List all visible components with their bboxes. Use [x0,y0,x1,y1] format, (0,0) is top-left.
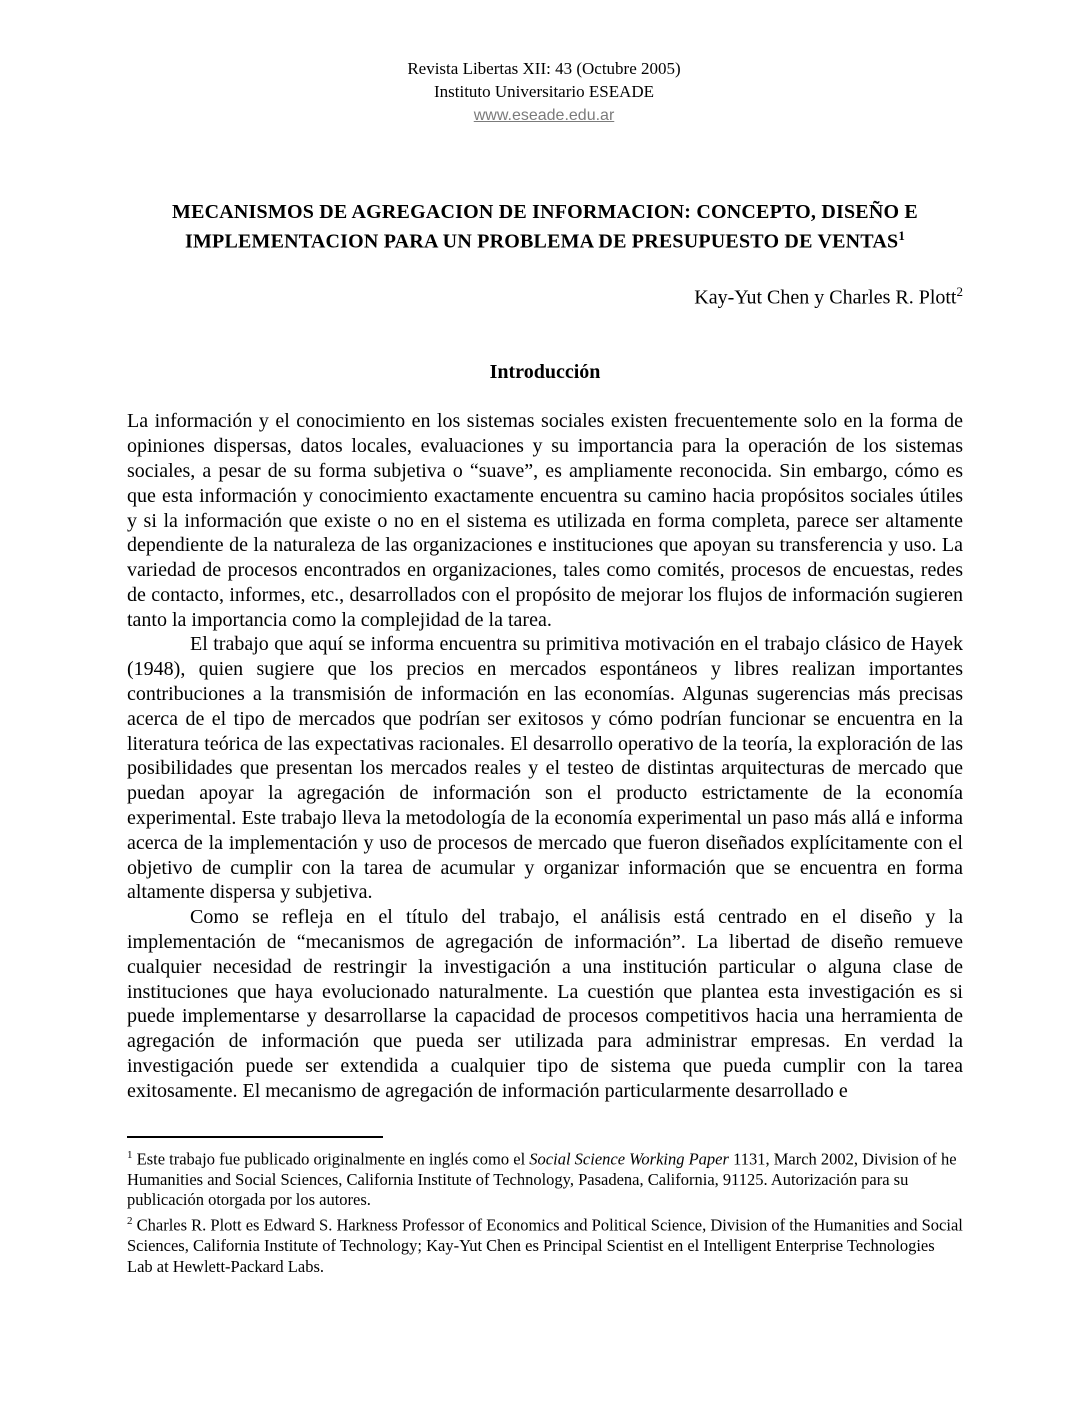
journal-header [0,57,1088,127]
institute-name: Instituto Universitario ESEADE [433,82,655,101]
paper-title-line1: MECANISMOS DE AGREGACION DE INFORMACION: CONCEPTO, DISEÑO E [172,201,918,223]
footnote-ref-2: 2 [956,283,963,299]
footnote-1-text-b: 1131, March 2002, Division of he Humanities and Social Sciences, California Institute of Technology, Pasadena, California, 91125. Autorización para su publicación otorgada por los autores. [127,1149,957,1210]
footnote-separator [127,1136,383,1138]
footnote-2-text: Charles R. Plott es Edward S. Harkness Professor of Economics and Political Science, Division of the Humanities and Social Sciences, California Institute of Technology; Kay-Yut Chen es Principal Scientist en el Intelligent Enterprise Technologies Lab at Hewlett-Packard Labs. [127,1215,963,1276]
paragraph-1: La información y el conocimiento en los sistemas sociales existen frecuentemente solo en la forma de opiniones dispersas, datos locales, evaluaciones y su importancia para la operación de los sistemas sociales, a pesar de su forma subjetiva o “suave”, es ampliamente reconocida. Sin embargo, cómo es que esta información y conocimiento exactamente encuentra su camino hacia propósitos sociales útiles y si la información que existe o no en el sistema es utilizada en forma completa, parece ser altamente dependiente de la naturaleza de las organizaciones e instituciones que apoyan su transferencia y uso. La variedad de procesos encontrados en organizaciones, tales como comités, procesos de encuestas, redes de contacto, informes, etc., desarrollados con el propósito de mejorar los flujos de información sugieren tanto la importancia como la complejidad de la tarea. [127,410,963,631]
paper-title-line2: IMPLEMENTACION PARA UN PROBLEMA DE PRESUPUESTO DE VENTAS [184,230,899,253]
authors-names: Kay-Yut Chen y Charles R. Plott [694,286,957,309]
journal-title: Revista Libertas XII: 43 (Octubre 2005) [407,59,681,78]
footnote-2-marker: 2 [127,1214,133,1227]
footnote-1 [127,1145,963,1211]
website-link[interactable]: www.eseade.edu.ar [473,107,615,124]
paragraph-2: El trabajo que aquí se informa encuentra su primitiva motivación en el trabajo clásico de Hayek (1948), quien sugiere que los precios en mercados espontáneos y libres realizan importantes contribuciones a la transmisión de información en las economías. Algunas sugerencias más precisas acerca de el tipo de mercados que podrían ser exitosos y cómo podrían funcionar se encuentra en la literatura teórica de las expectativas racionales. El desarrollo operativo de la teoría, la exploración de las posibilidades que presentan los mercados reales y el testeo de distintas arquitecturas de mercado que puedan apoyar la agregación de información son el producto estrictamente de la economía experimental. Este trabajo lleva la metodología de la economía experimental un paso más allá e informa acerca de la implementación y uso de procesos de mercado que fueron diseñados explícitamente con el objetivo de cumplir con la tarea de acumular y organizar información que se encuentra en forma altamente dispersa y subjetiva. [127,633,963,904]
footnote-1-italic: Social Science Working Paper [529,1149,729,1169]
footnote-1-marker: 1 [127,1148,133,1161]
authors-line [127,284,963,310]
footnotes-section [127,1136,963,1278]
section-heading: Introducción [489,361,601,384]
footnote-ref-1: 1 [898,228,906,243]
footnote-2 [127,1211,963,1277]
footnote-1-text-a: Este trabajo fue publicado originalmente en inglés como el [132,1149,530,1169]
paper-title [127,200,963,254]
paragraph-3: Como se refleja en el título del trabajo, el análisis está centrado en el diseño y la implementación de “mecanismos de agregación de información”. La libertad de diseño remueve cualquier necesidad de restringir la investigación a una institución particular o alguna clase de instituciones que haya evolucionado naturalmente. La cuestión que plantea esta investigación es si puede implementarse y desarrollarse la capacidad de procesos competitivos hacia una herramienta de agregación de información que pueda ser utilizada para administrar empresas. En verdad la investigación puede ser extendida a cualquier tipo de sistema que pueda cumplir con la tarea exitosamente. El mecanismo de agregación de información particularmente desarrollado e [127,906,963,1102]
page-content [127,200,963,1277]
